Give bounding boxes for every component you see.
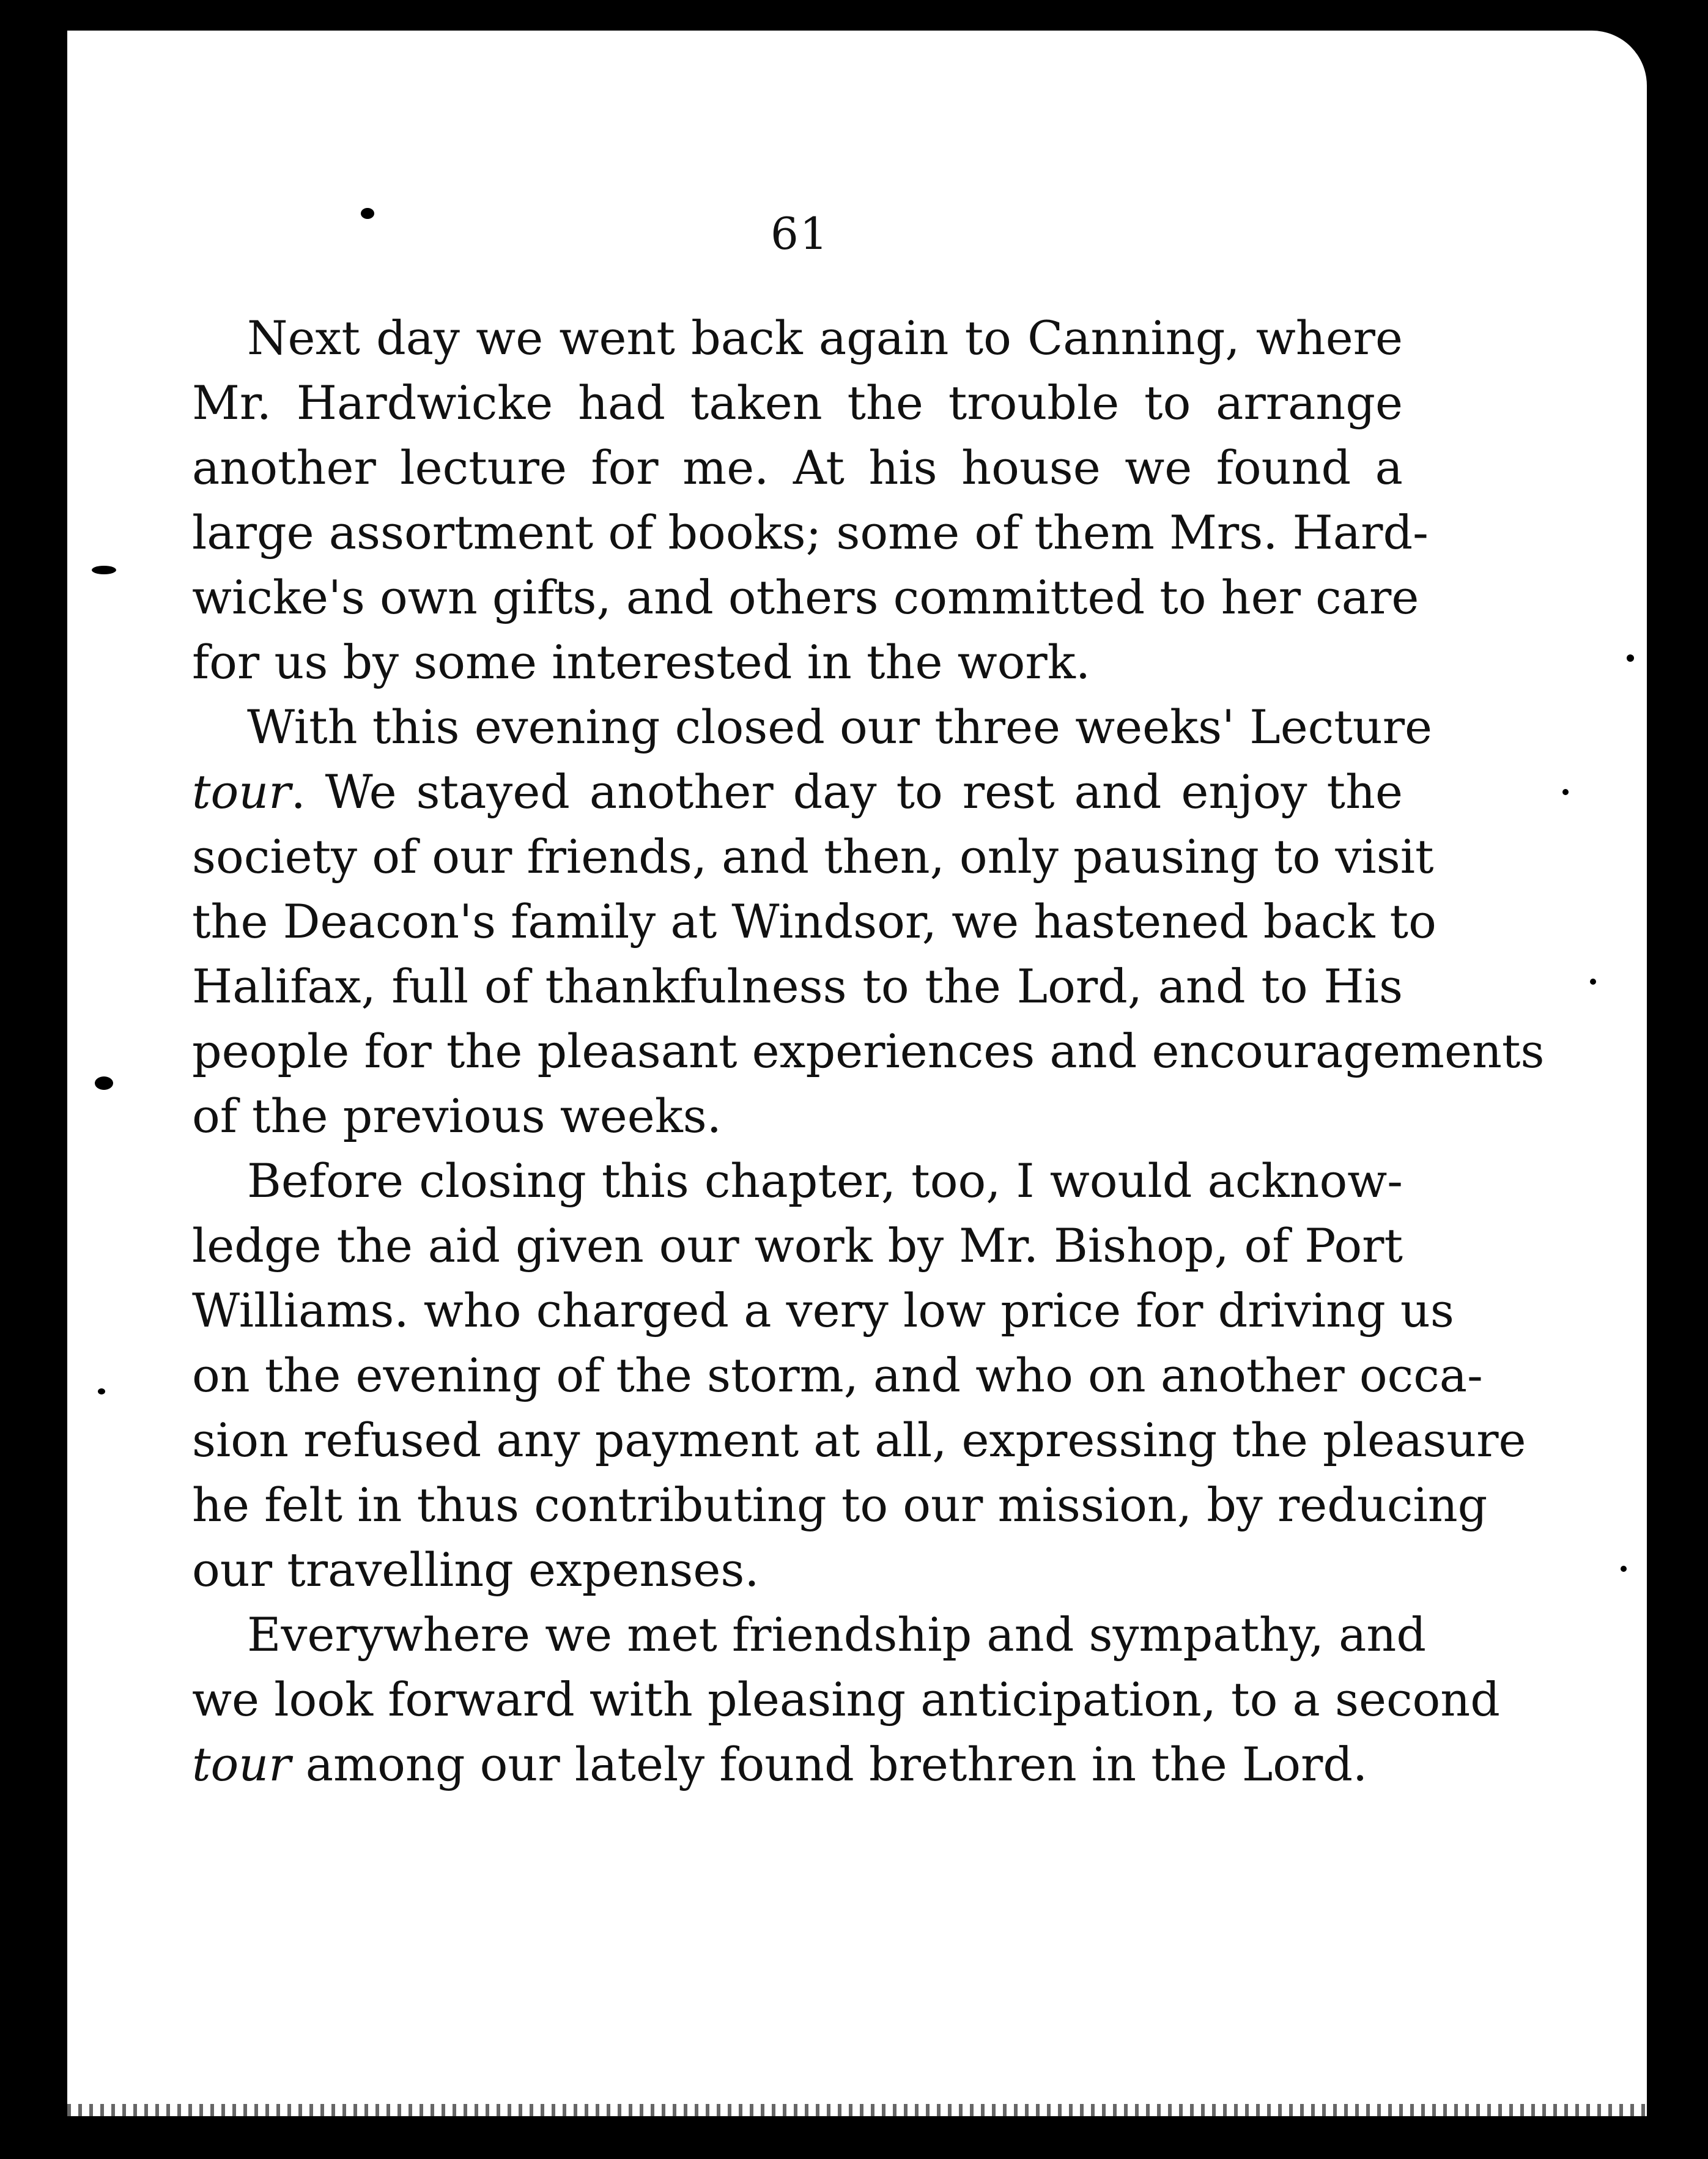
- paragraph-2: [192, 695, 1545, 1149]
- page-number: 61: [771, 208, 829, 259]
- text-line: society of our friends, and then, only pausing to visit: [192, 829, 1434, 884]
- page-text: [192, 306, 1545, 1797]
- italic-word: tour: [192, 1737, 291, 1791]
- text-line: our travelling expenses.: [192, 1542, 760, 1597]
- text-line: Williams. who charged a very low price for driving us: [192, 1283, 1454, 1338]
- text-line: Halifax, full of thankfulness to the Lord, and to His: [192, 959, 1403, 1013]
- text-line: he felt in thus contributing to our mission, by reducing: [192, 1478, 1488, 1532]
- paragraph-3: [192, 1149, 1526, 1602]
- text-line: large assortment of books; some of them Mrs. Hard-: [192, 505, 1429, 560]
- text-line: wicke's own gifts, and others committed to her care: [192, 570, 1419, 624]
- text-line: another lecture for me. At his house we found a: [192, 440, 1403, 495]
- page-edge-rule: [48, 43, 60, 2122]
- text-line: for us by some interested in the work.: [192, 635, 1090, 689]
- text-line: With this evening closed our three weeks' Lecture: [247, 700, 1433, 754]
- scan-speck: [1627, 654, 1634, 662]
- text-line: Mr. Hardwicke had taken the trouble to arrange: [192, 376, 1403, 430]
- text-line: of the previous weeks.: [192, 1089, 722, 1143]
- scan-speck: [95, 1076, 113, 1090]
- text-line: on the evening of the storm, and who on another occa-: [192, 1348, 1483, 1402]
- text-line: tour among our lately found brethren in the Lord.: [192, 1737, 1368, 1791]
- text-line: sion refused any payment at all, expressing the pleasure: [192, 1413, 1526, 1467]
- scan-speck: [1621, 1566, 1627, 1572]
- text-line: Everywhere we met friendship and sympathy, and: [247, 1607, 1427, 1662]
- text-line: ledge the aid given our work by Mr. Bishop, of Port: [192, 1218, 1403, 1273]
- scan-speck: [98, 1388, 105, 1394]
- scan-speck: [1562, 789, 1569, 795]
- text-line: Next day we went back again to Canning, where: [247, 311, 1403, 365]
- text-line: tour. We stayed another day to rest and enjoy the: [192, 765, 1403, 819]
- scan-speck: [361, 208, 374, 219]
- scan-speck: [92, 566, 116, 574]
- text-line: Before closing this chapter, too, I would acknow-: [247, 1154, 1403, 1208]
- paragraph-1: [192, 306, 1429, 695]
- scan-speck: [24, 1645, 33, 1654]
- scan-edge-noise: [67, 2104, 1647, 2122]
- italic-word: tour: [192, 765, 291, 819]
- text-line: we look forward with pleasing anticipation, to a second: [192, 1672, 1500, 1727]
- text-line: people for the pleasant experiences and encouragements: [192, 1024, 1545, 1078]
- text-line: the Deacon's family at Windsor, we hastened back to: [192, 894, 1436, 949]
- scan-speck: [1590, 979, 1596, 985]
- paragraph-4: [192, 1602, 1500, 1797]
